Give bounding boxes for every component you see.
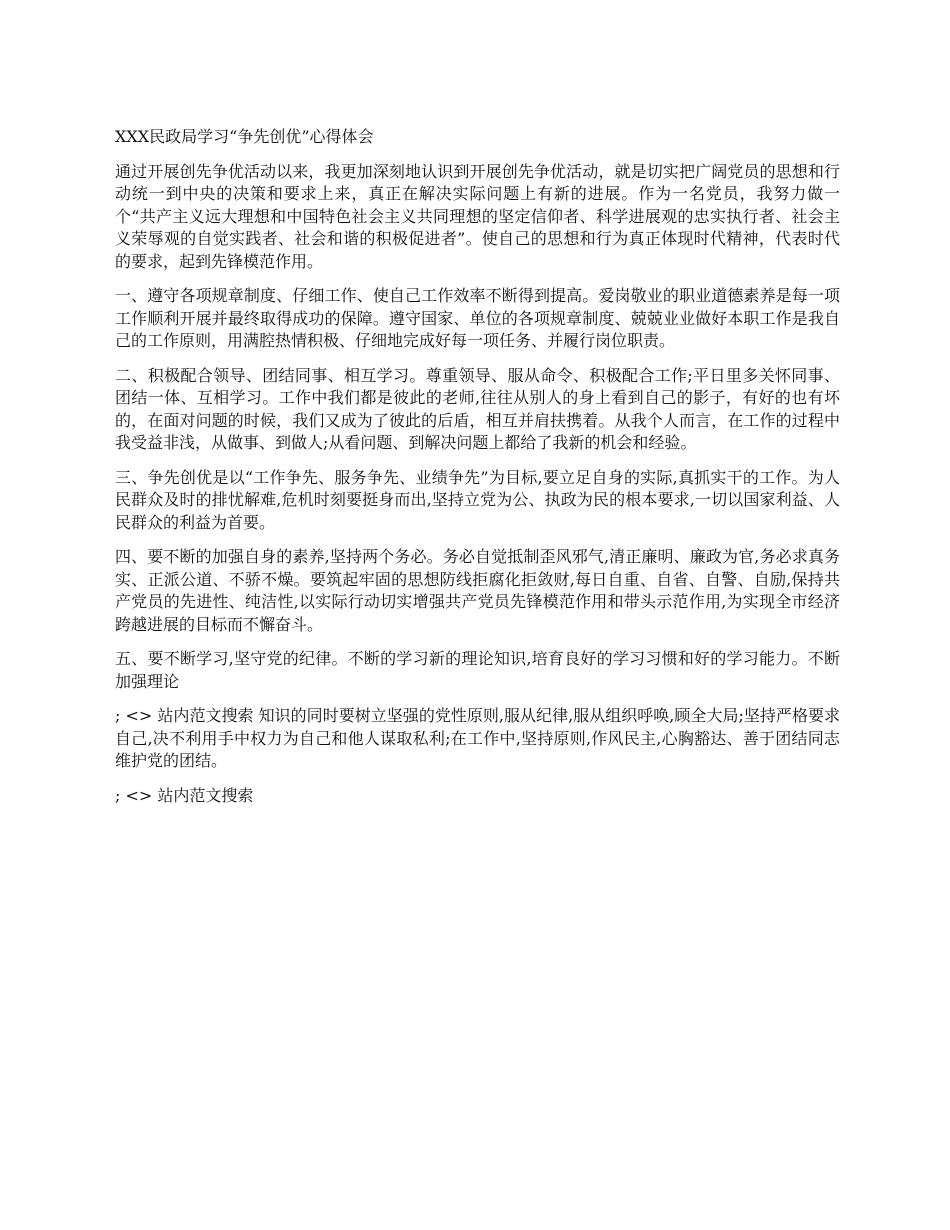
paragraph-point-3: 三、争先创优是以“工作争先、服务争先、业绩争先”为目标,要立足自身的实际,真抓实干的工作。为人民群众及时的排忧解难,危机时刻要挺身而出,坚持立党为公、执政为民的根本要求,一切以国家利益、人民群众的利益为首要。 bbox=[115, 467, 840, 532]
paragraph-point-1: 一、遵守各项规章制度、仔细工作、使自己工作效率不断得到提高。爱岗敬业的职业道德素养是每一项工作顺利开展并最终取得成功的保障。遵守国家、单位的各项规章制度、兢兢业业做好本职工作是我自己的工作原则，用满腔热情积极、仔细地完成好每一项任务、并履行岗位职责。 bbox=[115, 286, 840, 350]
document-title: XXX民政局学习“争先创优”心得体会 bbox=[115, 127, 374, 146]
paragraph-point-4: 四、要不断的加强自身的素养,坚持两个务必。务必自觉抵制歪风邪气,清正廉明、廉政为官,务必求真务实、正派公道、不骄不燥。要筑起牢固的思想防线拒腐化拒敛财,每日自重、自省、自警、自励,保持共产党员的先进性、纯洁性,以实际行动切实增强共产党员先锋模范作用和带头示范作用,为实现全市经济跨越进展的目标而不懈奋斗。 bbox=[115, 547, 840, 634]
paragraph-intro: 通过开展创先争优活动以来，我更加深刻地认识到开展创先争优活动，就是切实把广阔党员的思想和行动统一到中央的决策和要求上来，真正在解决实际问题上有新的进展。作为一名党员，我努力做一个“共产主义远大理想和中国特色社会主义共同理想的坚定信仰者、科学进展观的忠实执行者、社会主义荣辱观的自觉实践者、社会和谐的积极促进者”。使自己的思想和行为真正体现时代精神，代表时代的要求，起到先锋模范作用。 bbox=[115, 161, 840, 271]
paragraph-search-footer: ; <> 站内范文搜索 bbox=[115, 785, 254, 805]
paragraph-point-5: 五、要不断学习,坚守党的纪律。不断的学习新的理论知识,培育良好的学习习惯和好的学习能力。不断加强理论 bbox=[115, 649, 840, 691]
paragraph-continuation: ; <> 站内范文搜索 知识的同时要树立坚强的党性原则,服从纪律,服从组织呼唤,顾全大局;坚持严格要求自己,决不利用手中权力为自己和他人谋取私利;在工作中,坚持原则,作风民主,心胸豁达、善于团结同志维护党的团结。 bbox=[115, 706, 840, 770]
document-body bbox=[115, 126, 840, 819]
paragraph-point-2: 二、积极配合领导、团结同事、相互学习。尊重领导、服从命令、积极配合工作;平日里多关怀同事、团结一体、互相学习。工作中我们都是彼此的老师,往往从别人的身上看到自己的影子，有好的也有坏的，在面对问题的时候，我们又成为了彼此的后盾，相互并肩扶携着。从我个人而言，在工作的过程中我受益非浅，从做事、到做人;从看问题、到解决问题上都给了我新的机会和经验。 bbox=[115, 365, 840, 452]
